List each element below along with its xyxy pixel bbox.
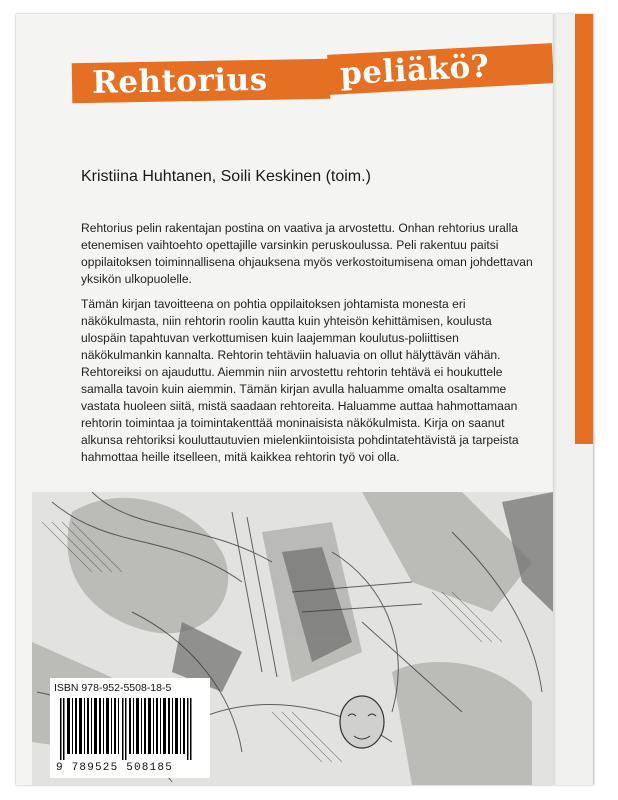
barcode-icon [56,698,202,760]
book-spine [553,14,593,785]
blurb-paragraph-2: Tämän kirjan tavoitteena on pohtia oppilaitoksen johtamista monesta eri näkökulmasta, niin rehtorin roolin kautta kuin yhteisön kehittämisen, koulusta ulospäin tapahtuvan verkottumisen kuin laajemman koulutus-poliittisen näkökulmankin kannalta. Rehtorin tehtäviin haluavia on ollut hälyttävän vähän. Rehtoreiksi on ajauduttu. Aiemmin niin arvostettu rehtorin tehtävä ei houkuttele samalla tavoin kuin aiemmin. Tämän kirjan avulla haluamme omalta osaltamme vastata huoleen siitä, mistä saadaan rehtoreita. Haluamme auttaa hahmottamaan rehtorin toimintaa ja toimintakenttää moninaisista näkökulmista. Kirja on saanut alkunsa rehtoriksi kouluttautuvien mielenkiintoisista pohdintatehtävistä ja tarpeista hahmottaa heille itselleen, mitä kaikkea rehtorin työ voi olla. [81,297,519,464]
title-word-rehtorius: Rehtorius [91,61,268,101]
spine-orange-stripe [575,14,593,444]
title-word-peliako: peliäkö? [339,48,491,93]
title-banner-right [327,43,553,95]
barcode-digits: 9 789525 508185 [56,762,174,774]
isbn-barcode-block [50,678,210,778]
spine-hinge [553,14,557,785]
isbn-number: ISBN 978-952-5508-18-5 [54,682,172,694]
title-banner-left [72,59,331,103]
authors-line: Kristiina Huhtanen, Soili Keskinen (toim.) [81,168,371,185]
blurb-paragraph-1: Rehtorius pelin rakentajan postina on vaativa ja arvostettu. Onhan rehtorius uralla etenemisen vaihtoehto opettajille varsinkin peruskoulussa. Peli rakentuu paitsi oppilaitoksen toiminnallisena ohjauksena myös verkostoitumisena oman johdettavan yksikön ulkopuolelle. [81,221,533,286]
